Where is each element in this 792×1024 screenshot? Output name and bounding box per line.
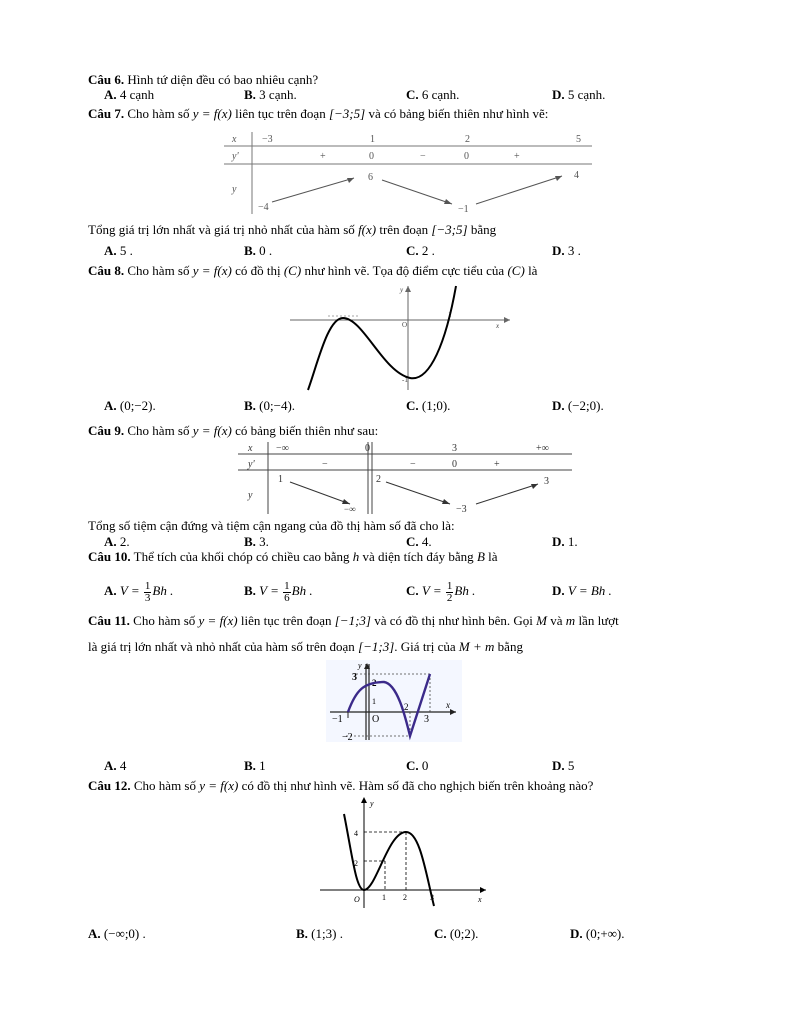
variation-arrow (476, 484, 538, 504)
svg-text:x: x (446, 700, 450, 710)
table-y-value: 4 (574, 170, 579, 181)
fraction: $\frac{1}{3}$ (144, 579, 151, 604)
svg-text:−2: −2 (342, 732, 353, 742)
svg-text:-1: -1 (402, 376, 408, 384)
svg-text:y: y (370, 799, 374, 808)
q8-option-b[interactable]: B. (0;−4). (244, 398, 296, 413)
svg-text:0: 0 (365, 443, 370, 454)
q10-option-c[interactable]: C. V = $\frac{1}{2}$ Bh . (406, 579, 476, 604)
q12-graph (318, 794, 490, 910)
q9-question: Tổng số tiệm cận đứng và tiệm cận ngang của đồ thị hàm số đã cho là: (88, 518, 455, 533)
svg-text:−∞: −∞ (344, 504, 356, 514)
svg-text:+∞: +∞ (536, 443, 549, 454)
table-y-value: −4 (258, 202, 269, 213)
fraction: $\frac{1}{6}$ (284, 579, 290, 604)
table-y-value: −1 (458, 204, 469, 214)
q8-option-c[interactable]: C. (1;0). (406, 398, 451, 413)
q11-option-b[interactable]: B. 1 (244, 758, 266, 773)
svg-text:y': y' (248, 459, 255, 470)
q10-stem: Câu 10. Thể tích của khối chóp có chiều cao bằng h và diện tích đáy bằng B là (88, 549, 498, 564)
q12-option-d[interactable]: D. (0;+∞). (570, 926, 625, 941)
variation-arrow (382, 180, 452, 204)
table-x-label: x (232, 134, 237, 145)
svg-text:1: 1 (278, 474, 283, 485)
q8-option-d[interactable]: D. (−2;0). (552, 398, 604, 413)
q11-graph (326, 660, 462, 742)
svg-text:−: − (322, 459, 328, 470)
svg-text:y: y (358, 661, 362, 670)
table-x-value: 2 (465, 134, 470, 145)
svg-text:y: y (400, 286, 404, 294)
q7-variation-table (224, 128, 592, 214)
table-sign: + (514, 151, 520, 162)
table-sign: + (320, 151, 326, 162)
question-text: Hình tứ diện đều có bao nhiêu cạnh? (127, 72, 319, 87)
q12-option-c[interactable]: C. (0;2). (434, 926, 479, 941)
curve-c (308, 286, 456, 390)
svg-text:−∞: −∞ (276, 443, 289, 454)
q12-stem: Câu 12. Cho hàm số y = f(x) có đồ thị như hình vẽ. Hàm số đã cho nghịch biến trên khoảng nào? (88, 778, 594, 793)
q7-option-c[interactable]: C. 2 . (406, 243, 435, 258)
svg-text:1: 1 (448, 311, 452, 319)
q6-stem (88, 72, 318, 87)
q9-variation-table (238, 440, 572, 514)
svg-text:−1: −1 (332, 714, 343, 725)
q6-option-d[interactable]: D. 5 cạnh. (552, 87, 606, 102)
q9-option-d[interactable]: D. 1. (552, 534, 578, 549)
svg-text:3: 3 (430, 893, 434, 902)
q9-option-b[interactable]: B. 3. (244, 534, 269, 549)
svg-text:1: 1 (372, 697, 376, 706)
table-y-label: y (232, 184, 237, 195)
variation-arrow (290, 482, 350, 504)
svg-text:3: 3 (424, 714, 429, 725)
q6-option-c[interactable]: C. 6 cạnh. (406, 87, 460, 102)
q12-option-a[interactable]: A. (−∞;0) . (88, 926, 146, 941)
svg-text:3: 3 (452, 443, 457, 454)
svg-text:4: 4 (354, 829, 358, 838)
svg-text:3: 3 (544, 476, 549, 487)
q12-option-b[interactable]: B. (1;3) . (296, 926, 343, 941)
q9-option-c[interactable]: C. 4. (406, 534, 432, 549)
q8-graph (288, 282, 514, 392)
variation-arrow (272, 178, 354, 202)
svg-text:x: x (248, 443, 253, 454)
table-x-value: 5 (576, 134, 581, 145)
table-x-value: 1 (370, 134, 375, 145)
q10-option-d[interactable]: D. V = Bh . (552, 583, 612, 598)
svg-text:O: O (354, 895, 360, 904)
q7-option-d[interactable]: D. 3 . (552, 243, 581, 258)
svg-text:1: 1 (382, 893, 386, 902)
table-sign: − (420, 151, 426, 162)
svg-text:+: + (494, 459, 500, 470)
q11-option-c[interactable]: C. 0 (406, 758, 429, 773)
q6-option-b[interactable]: B. 3 cạnh. (244, 87, 297, 102)
table-sign: 0 (464, 151, 469, 162)
svg-text:−3: −3 (456, 504, 467, 514)
q10-option-a[interactable]: A. V = $\frac{1}{3}$ Bh . (104, 579, 174, 604)
variation-arrow (476, 176, 562, 204)
q9-stem: Câu 9. Cho hàm số y = f(x) có bảng biến thiên như sau: (88, 423, 379, 438)
q11-option-a[interactable]: A. 4 (104, 758, 127, 773)
question-number: Câu 6. (88, 72, 125, 87)
svg-text:x: x (496, 322, 500, 330)
fraction: $\frac{1}{2}$ (446, 579, 453, 604)
q7-stem: Câu 7. Cho hàm số y = f(x) liên tục trên đoạn [−3;5] và có bảng biến thiên như hình vẽ: (88, 106, 549, 121)
table-x-value: −3 (262, 134, 273, 145)
svg-text:2: 2 (372, 678, 377, 688)
svg-text:O: O (372, 714, 380, 725)
q7-option-b[interactable]: B. 0 . (244, 243, 273, 258)
table-yprime-label: y' (232, 151, 239, 162)
svg-text:O: O (402, 321, 408, 329)
q10-option-b[interactable]: B. V = $\frac{1}{6}$ Bh . (244, 579, 313, 604)
q8-option-a[interactable]: A. (0;−2). (104, 398, 156, 413)
svg-text:2: 2 (354, 859, 358, 868)
table-y-value: 6 (368, 172, 373, 183)
q11-option-d[interactable]: D. 5 (552, 758, 575, 773)
q7-option-a[interactable]: A. 5 . (104, 243, 133, 258)
q7-question: Tổng giá trị lớn nhất và giá trị nhỏ nhất của hàm số f(x) trên đoạn [−3;5] bằng (88, 222, 497, 237)
variation-arrow (386, 482, 450, 504)
svg-text:x: x (478, 895, 482, 904)
svg-text:y: y (248, 490, 253, 501)
q6-option-a[interactable]: A. 4 cạnh (104, 87, 155, 102)
svg-text:3: 3 (352, 672, 357, 683)
svg-text:0: 0 (452, 459, 457, 470)
q9-option-a[interactable]: A. 2. (104, 534, 130, 549)
table-sign: 0 (369, 151, 374, 162)
svg-text:−: − (410, 459, 416, 470)
q11-stem: Câu 11. Cho hàm số y = f(x) liên tục trên đoạn [−1;3] và có đồ thị như hình bên. Gọi M và m lần lượt (88, 613, 619, 628)
svg-text:2: 2 (403, 893, 407, 902)
svg-text:2: 2 (376, 474, 381, 485)
svg-text:2: 2 (404, 702, 409, 712)
q8-stem: Câu 8. Cho hàm số y = f(x) có đồ thị (C) như hình vẽ. Tọa độ điểm cực tiểu của (C) là (88, 263, 538, 278)
q11-stem-line2: là giá trị lớn nhất và nhỏ nhất của hàm số trên đoạn [−1;3]. Giá trị của M + m bằng (88, 639, 523, 654)
